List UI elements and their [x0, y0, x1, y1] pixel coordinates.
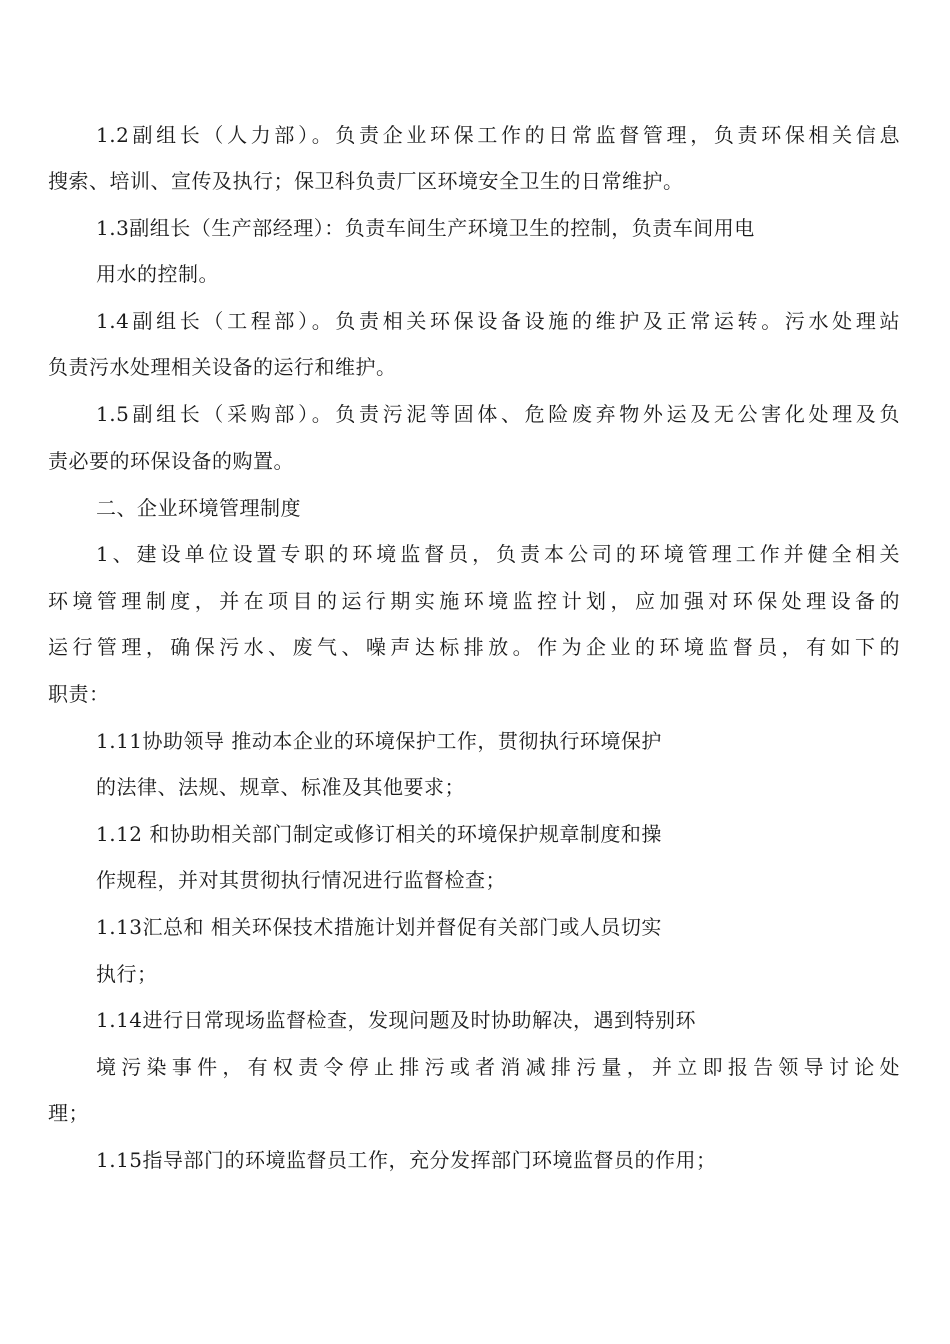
paragraph-line: 作规程，并对其贯彻执行情况进行监督检查；: [96, 868, 506, 892]
paragraph-line: 负责污水处理相关设备的运行和维护。: [48, 355, 397, 379]
paragraph-line: 1.11协助领导 推动本企业的环境保护工作，贯彻执行环境保护: [96, 729, 662, 753]
paragraph-line: 运行管理，确保污水、废气、噪声达标排放。作为企业的环境监督员，有如下的: [48, 635, 900, 659]
paragraph-line: 1.14进行日常现场监督检查，发现问题及时协助解决，遇到特别环: [96, 1008, 697, 1032]
paragraph-line: 1.5副组长（采购部）。负责污泥等固体、危险废弃物外运及无公害化处理及负: [96, 402, 900, 426]
paragraph-line: 1.4副组长（工程部）。负责相关环保设备设施的维护及正常运转。污水处理站: [96, 309, 900, 333]
paragraph-line: 境污染事件，有权责令停止排污或者消减排污量，并立即报告领导讨论处: [96, 1055, 900, 1079]
paragraph-line: 责必要的环保设备的购置。: [48, 449, 294, 473]
paragraph-line: 1、建设单位设置专职的环境监督员，负责本公司的环境管理工作并健全相关: [96, 542, 900, 566]
paragraph-line: 的法律、法规、规章、标准及其他要求；: [96, 775, 465, 799]
paragraph-line: 1.12 和协助相关部门制定或修订相关的环境保护规章制度和操: [96, 822, 662, 846]
paragraph-line: 1.15指导部门的环境监督员工作，充分发挥部门环境监督员的作用；: [96, 1148, 717, 1172]
paragraph-line: 环境管理制度，并在项目的运行期实施环境监控计划，应加强对环保处理设备的: [48, 589, 900, 613]
paragraph-line: 1.2副组长（人力部）。负责企业环保工作的日常监督管理，负责环保相关信息: [96, 123, 900, 147]
paragraph-line: 搜索、培训、宣传及执行；保卫科负责厂区环境安全卫生的日常维护。: [48, 169, 684, 193]
paragraph-line: 1.13汇总和 相关环保技术措施计划并督促有关部门或人员切实: [96, 915, 662, 939]
paragraph-line: 职责：: [48, 682, 110, 706]
paragraph-line: 理；: [48, 1101, 89, 1125]
paragraph-line: 1.3副组长（生产部经理）：负责车间生产环境卫生的控制，负责车间用电: [96, 216, 755, 240]
paragraph-line: 用水的控制。: [96, 262, 219, 286]
section-heading: 二、企业环境管理制度: [96, 496, 301, 520]
paragraph-line: 执行；: [96, 962, 158, 986]
